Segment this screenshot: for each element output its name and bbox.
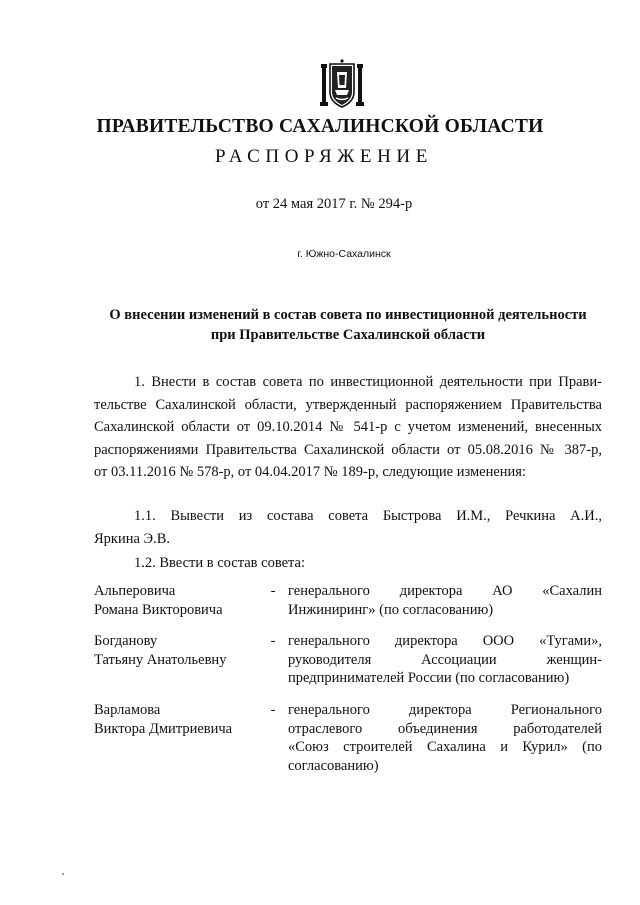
member-given-names: Татьяну Анатольевну (94, 651, 227, 668)
member-dash: - (270, 633, 276, 649)
paragraph-line: 1. Внести в состав совета по инвестиционной деятельности при Прави- (134, 374, 602, 390)
role-line: предпринимателей России (по согласованию) (288, 670, 570, 686)
member-given-names: Виктора Дмитриевича (94, 720, 233, 737)
member-role (288, 701, 602, 775)
role-line: Инжиниринг» (по согласованию) (288, 601, 494, 618)
member-given-names: Романа Викторовича (94, 601, 223, 618)
document-type: РАСПОРЯЖЕНИЕ (215, 146, 433, 167)
paragraph-line: Сахалинской области от 09.10.2014 № 541-р с учетом изменений, внесенных (94, 419, 602, 435)
subject-line: при Правительстве Сахалинской области (210, 327, 486, 343)
member-dash: - (270, 702, 276, 718)
scan-speck (62, 873, 64, 875)
paragraph-line: 1.1. Вывести из состава совета Быстрова И.М., Речкина А.И., (134, 508, 602, 524)
paragraph-1 (94, 371, 602, 484)
member-surname: Варламова (94, 702, 161, 718)
subject-line: О внесении изменений в состав совета по инвестиционной деятельности (109, 307, 587, 323)
member-role (288, 582, 602, 619)
member-name (94, 701, 264, 738)
coat-of-arms-emblem (319, 58, 365, 110)
member-surname: Богданову (94, 633, 158, 649)
role-line: согласованию) (288, 757, 379, 774)
role-line: отраслевого объединения работодателей (288, 720, 602, 737)
paragraph-line: тельстве Сахалинской области, утвержденный распоряжением Правительства (94, 396, 602, 413)
role-line: генерального директора Регионального (288, 702, 602, 718)
government-title: ПРАВИТЕЛЬСТВО САХАЛИНСКОЙ ОБЛАСТИ (96, 116, 544, 137)
role-line: руководителя Ассоциации женщин- (288, 651, 602, 668)
role-line: «Союз строителей Сахалина и Курил» (по (288, 739, 602, 755)
role-line: генерального директора АО «Сахалин (288, 583, 602, 599)
paragraph-1-1 (94, 505, 602, 550)
paragraph-1-2 (94, 552, 602, 575)
member-dash: - (270, 583, 276, 599)
document-date-number: от 24 мая 2017 г. № 294-р (255, 196, 413, 212)
role-line: генерального директора ООО «Тугами», (288, 633, 602, 649)
paragraph-line: Яркина Э.В. (94, 530, 171, 547)
member-role (288, 632, 602, 688)
member-surname: Альперовича (94, 583, 176, 599)
member-name (94, 582, 264, 619)
paragraph-line: 1.2. Ввести в состав совета: (134, 555, 305, 571)
paragraph-line: от 03.11.2016 № 578-р, от 04.04.2017 № 189-р, следующие изменения: (94, 464, 526, 480)
document-city: г. Южно-Сахалинск (297, 248, 391, 260)
document-subject (94, 305, 602, 345)
paragraph-line: распоряжениями Правительства Сахалинской области от 05.08.2016 № 387-р, (94, 441, 602, 458)
member-name (94, 632, 264, 669)
